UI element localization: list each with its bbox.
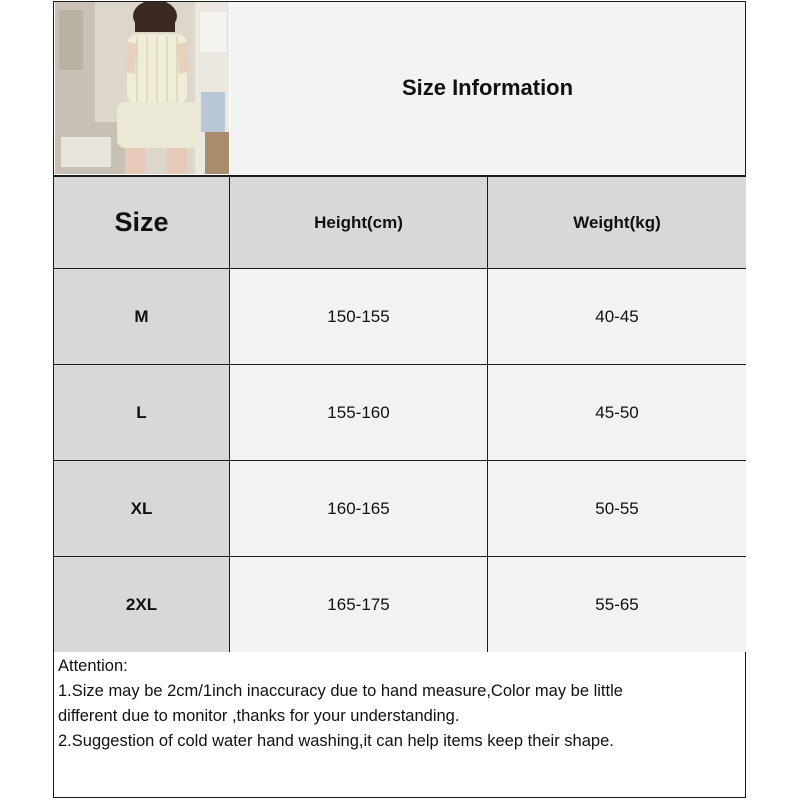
height-value: 165-175 (327, 594, 390, 614)
height-value: 155-160 (327, 402, 390, 422)
header-cell-weight (488, 177, 746, 269)
table-row (54, 557, 746, 652)
size-value: XL (130, 498, 153, 518)
header-size-label: Size (114, 207, 169, 237)
size-table (54, 175, 746, 652)
weight-value: 40-45 (595, 306, 639, 326)
weight-cell (488, 461, 746, 557)
height-cell (230, 557, 488, 652)
weight-value: 50-55 (595, 498, 639, 518)
notes-line-3: 2.Suggestion of cold water hand washing,it can help items keep their shape. (58, 732, 614, 750)
height-cell (230, 269, 488, 365)
weight-value: 45-50 (595, 402, 639, 422)
table-row (54, 461, 746, 557)
table-header-row (54, 177, 746, 269)
size-value: L (136, 402, 147, 422)
header-height-label: Height(cm) (314, 212, 403, 232)
height-value: 160-165 (327, 498, 390, 518)
notes-heading: Attention: (58, 657, 128, 675)
table-row (54, 269, 746, 365)
attention-notes (58, 654, 742, 754)
size-value: 2XL (125, 594, 158, 614)
page-title: Size Information (401, 75, 574, 100)
size-cell (54, 557, 230, 652)
height-cell (230, 461, 488, 557)
header-cell-size (54, 177, 230, 269)
size-cell (54, 269, 230, 365)
weight-cell (488, 365, 746, 461)
table-row (54, 365, 746, 461)
product-photo (55, 2, 229, 174)
height-value: 150-155 (327, 306, 390, 326)
height-cell (230, 365, 488, 461)
notes-line-1: 1.Size may be 2cm/1inch inaccuracy due to hand measure,Color may be little (58, 682, 623, 700)
size-value: M (134, 306, 149, 326)
header-cell-height (230, 177, 488, 269)
size-cell (54, 365, 230, 461)
weight-value: 55-65 (595, 594, 639, 614)
size-cell (54, 461, 230, 557)
title-cell (230, 2, 745, 174)
header-weight-label: Weight(kg) (573, 212, 661, 232)
weight-cell (488, 269, 746, 365)
weight-cell (488, 557, 746, 652)
notes-line-2: different due to monitor ,thanks for your understanding. (58, 707, 460, 725)
